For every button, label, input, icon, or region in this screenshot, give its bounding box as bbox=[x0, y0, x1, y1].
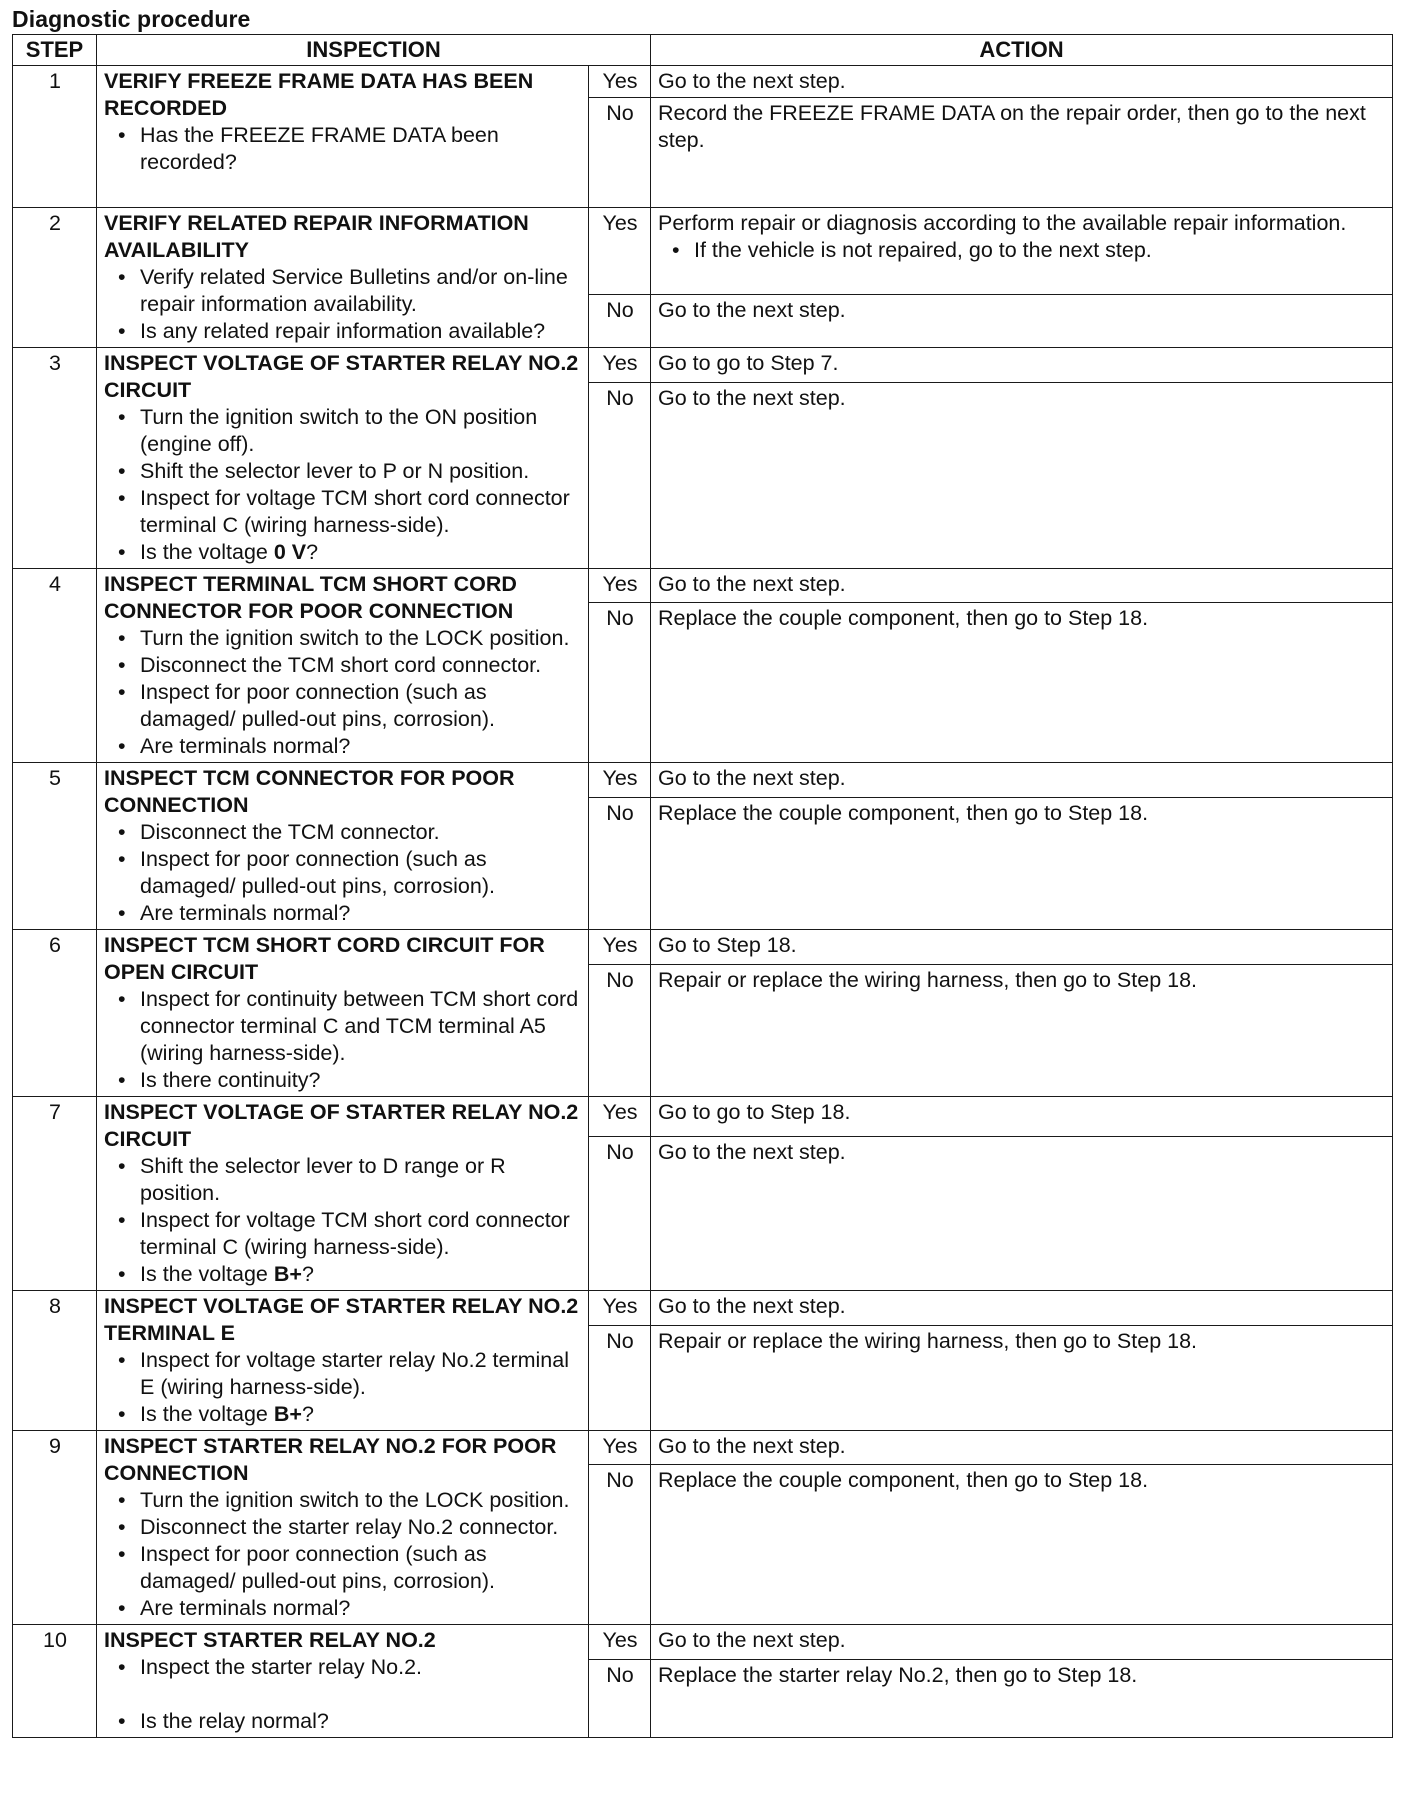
inspection-cell bbox=[97, 1097, 589, 1291]
inspection-item: • Inspect for voltage TCM short cord connector terminal C (wiring harness-side). bbox=[118, 1207, 582, 1261]
inspection-question bbox=[118, 1261, 582, 1288]
step-row-yes bbox=[13, 569, 1393, 603]
inspection-title: INSPECT TCM SHORT CORD CIRCUIT FOR OPEN CIRCUIT bbox=[104, 933, 545, 984]
inspection-title: INSPECT VOLTAGE OF STARTER RELAY NO.2 CIRCUIT bbox=[104, 1100, 579, 1151]
inspection-cell bbox=[97, 1291, 589, 1431]
no-label: No bbox=[589, 295, 651, 348]
yes-action: Go to Step 18. bbox=[651, 930, 1393, 965]
step-number: 3 bbox=[13, 348, 97, 569]
page-heading: Diagnostic procedure bbox=[12, 6, 251, 32]
step-number: 7 bbox=[13, 1097, 97, 1291]
yes-action: Go to go to Step 7. bbox=[651, 348, 1393, 383]
inspection-item: • Is any related repair information available? bbox=[118, 318, 582, 345]
inspection-title: VERIFY RELATED REPAIR INFORMATION AVAILABILITY bbox=[104, 211, 529, 262]
yes-label: Yes bbox=[589, 1097, 651, 1137]
step-row-yes bbox=[13, 1625, 1393, 1660]
yes-action-subitem: • If the vehicle is not repaired, go to the next step. bbox=[672, 237, 1386, 264]
inspection-item: • Disconnect the TCM connector. bbox=[118, 819, 582, 846]
question-value: B+ bbox=[273, 1262, 302, 1286]
yes-action: Perform repair or diagnosis according to the available repair information. bbox=[658, 211, 1347, 235]
question-value: B+ bbox=[273, 1402, 302, 1426]
no-label: No bbox=[589, 603, 651, 763]
step-row-yes bbox=[13, 348, 1393, 383]
no-action: Go to the next step. bbox=[651, 1137, 1393, 1291]
header-inspection: INSPECTION bbox=[97, 35, 651, 66]
inspection-item: • Shift the selector lever to P or N position. bbox=[118, 458, 582, 485]
step-row-yes bbox=[13, 1097, 1393, 1137]
question-text: Is the voltage bbox=[140, 1402, 274, 1426]
inspection-cell bbox=[97, 1625, 589, 1738]
step-number: 8 bbox=[13, 1291, 97, 1431]
inspection-item: • Inspect for voltage starter relay No.2 terminal E (wiring harness-side). bbox=[118, 1347, 582, 1401]
inspection-list bbox=[104, 819, 582, 927]
step-row-yes bbox=[13, 1431, 1393, 1465]
yes-label: Yes bbox=[589, 208, 651, 295]
inspection-list bbox=[104, 122, 582, 176]
inspection-cell bbox=[97, 208, 589, 348]
inspection-title: VERIFY FREEZE FRAME DATA HAS BEEN RECORDED bbox=[104, 69, 534, 120]
question-suffix: ? bbox=[301, 1402, 314, 1426]
yes-action: Go to go to Step 18. bbox=[651, 1097, 1393, 1137]
inspection-title: INSPECT STARTER RELAY NO.2 FOR POOR CONNECTION bbox=[104, 1434, 557, 1485]
inspection-item: • Inspect the starter relay No.2. bbox=[118, 1654, 582, 1681]
step-row-yes bbox=[13, 1291, 1393, 1326]
inspection-title: INSPECT STARTER RELAY NO.2 bbox=[104, 1628, 436, 1652]
inspection-list bbox=[104, 986, 582, 1094]
no-action: Repair or replace the wiring harness, then go to Step 18. bbox=[651, 1326, 1393, 1431]
step-row-yes bbox=[13, 208, 1393, 295]
step-number: 1 bbox=[13, 66, 97, 208]
diagnostic-table bbox=[12, 34, 1393, 1738]
no-action: Replace the couple component, then go to Step 18. bbox=[651, 603, 1393, 763]
yes-action: Go to the next step. bbox=[651, 1625, 1393, 1660]
no-action: Replace the starter relay No.2, then go to Step 18. bbox=[651, 1659, 1393, 1737]
header-action: ACTION bbox=[651, 35, 1393, 66]
no-label: No bbox=[589, 1137, 651, 1291]
yes-action: Go to the next step. bbox=[651, 66, 1393, 98]
inspection-cell bbox=[97, 569, 589, 763]
yes-label: Yes bbox=[589, 569, 651, 603]
inspection-item: • Inspect for poor connection (such as damaged/ pulled-out pins, corrosion). bbox=[118, 679, 582, 733]
inspection-item: • Turn the ignition switch to the LOCK position. bbox=[118, 625, 582, 652]
table-header-row bbox=[13, 35, 1393, 66]
header-step: STEP bbox=[13, 35, 97, 66]
step-row-yes bbox=[13, 66, 1393, 98]
step-row-yes bbox=[13, 763, 1393, 798]
inspection-item: • Inspect for poor connection (such as damaged/ pulled-out pins, corrosion). bbox=[118, 1541, 582, 1595]
inspection-item: • Inspect for continuity between TCM short cord connector terminal C and TCM terminal A5 (wiring harness-side). bbox=[118, 986, 582, 1067]
inspection-question bbox=[118, 1401, 582, 1428]
inspection-item: • Inspect for poor connection (such as damaged/ pulled-out pins, corrosion). bbox=[118, 846, 582, 900]
inspection-list bbox=[104, 404, 582, 566]
no-label: No bbox=[589, 1465, 651, 1625]
no-action: Go to the next step. bbox=[651, 295, 1393, 348]
yes-label: Yes bbox=[589, 763, 651, 798]
inspection-cell bbox=[97, 66, 589, 208]
yes-label: Yes bbox=[589, 1291, 651, 1326]
step-number: 5 bbox=[13, 763, 97, 930]
inspection-item: • Is there continuity? bbox=[118, 1067, 582, 1094]
inspection-title: INSPECT TERMINAL TCM SHORT CORD CONNECTOR FOR POOR CONNECTION bbox=[104, 572, 517, 623]
inspection-item: • Is the relay normal? bbox=[118, 1708, 582, 1735]
no-label: No bbox=[589, 797, 651, 929]
yes-action: Go to the next step. bbox=[651, 763, 1393, 798]
no-action: Repair or replace the wiring harness, then go to Step 18. bbox=[651, 964, 1393, 1096]
step-number: 9 bbox=[13, 1431, 97, 1625]
inspection-item: • Disconnect the TCM short cord connector. bbox=[118, 652, 582, 679]
inspection-cell bbox=[97, 348, 589, 569]
inspection-item: • Turn the ignition switch to the ON position (engine off). bbox=[118, 404, 582, 458]
inspection-title: INSPECT VOLTAGE OF STARTER RELAY NO.2 TERMINAL E bbox=[104, 1294, 579, 1345]
yes-label: Yes bbox=[589, 1431, 651, 1465]
question-suffix: ? bbox=[306, 540, 319, 564]
yes-action-cell bbox=[651, 208, 1393, 295]
yes-label: Yes bbox=[589, 348, 651, 383]
inspection-item: • Shift the selector lever to D range or R position. bbox=[118, 1153, 582, 1207]
inspection-list bbox=[104, 625, 582, 760]
inspection-item: • Are terminals normal? bbox=[118, 733, 582, 760]
inspection-list bbox=[104, 264, 582, 345]
no-action: Go to the next step. bbox=[651, 383, 1393, 569]
yes-action: Go to the next step. bbox=[651, 569, 1393, 603]
question-value: 0 V bbox=[273, 540, 307, 564]
inspection-title: INSPECT VOLTAGE OF STARTER RELAY NO.2 CIRCUIT bbox=[104, 351, 579, 402]
inspection-item: • Turn the ignition switch to the LOCK position. bbox=[118, 1487, 582, 1514]
yes-label: Yes bbox=[589, 66, 651, 98]
no-action: Replace the couple component, then go to Step 18. bbox=[651, 1465, 1393, 1625]
inspection-list bbox=[104, 1487, 582, 1622]
step-number: 10 bbox=[13, 1625, 97, 1738]
yes-label: Yes bbox=[589, 930, 651, 965]
inspection-item: • Has the FREEZE FRAME DATA been recorded? bbox=[118, 122, 582, 176]
yes-label: Yes bbox=[589, 1625, 651, 1660]
inspection-list bbox=[104, 1654, 582, 1735]
no-label: No bbox=[589, 1326, 651, 1431]
inspection-question bbox=[118, 539, 582, 566]
step-number: 6 bbox=[13, 930, 97, 1097]
no-action: Replace the couple component, then go to Step 18. bbox=[651, 797, 1393, 929]
yes-action: Go to the next step. bbox=[651, 1431, 1393, 1465]
step-number: 4 bbox=[13, 569, 97, 763]
question-suffix: ? bbox=[301, 1262, 314, 1286]
inspection-cell bbox=[97, 763, 589, 930]
yes-action-sublist bbox=[658, 237, 1386, 264]
yes-action: Go to the next step. bbox=[651, 1291, 1393, 1326]
inspection-cell bbox=[97, 930, 589, 1097]
no-label: No bbox=[589, 383, 651, 569]
inspection-item: • Verify related Service Bulletins and/or on-line repair information availability. bbox=[118, 264, 582, 318]
inspection-cell bbox=[97, 1431, 589, 1625]
inspection-item: • Are terminals normal? bbox=[118, 900, 582, 927]
no-label: No bbox=[589, 964, 651, 1096]
no-action: Record the FREEZE FRAME DATA on the repair order, then go to the next step. bbox=[651, 98, 1393, 208]
inspection-list bbox=[104, 1347, 582, 1428]
inspection-title: INSPECT TCM CONNECTOR FOR POOR CONNECTION bbox=[104, 766, 515, 817]
step-row-yes bbox=[13, 930, 1393, 965]
no-label: No bbox=[589, 98, 651, 208]
inspection-item: • Inspect for voltage TCM short cord connector terminal C (wiring harness-side). bbox=[118, 485, 582, 539]
question-text: Is the voltage bbox=[140, 540, 274, 564]
inspection-item: • Are terminals normal? bbox=[118, 1595, 582, 1622]
no-label: No bbox=[589, 1659, 651, 1737]
inspection-item: • Disconnect the starter relay No.2 connector. bbox=[118, 1514, 582, 1541]
inspection-list bbox=[104, 1153, 582, 1288]
step-number: 2 bbox=[13, 208, 97, 348]
question-text: Is the voltage bbox=[140, 1262, 274, 1286]
